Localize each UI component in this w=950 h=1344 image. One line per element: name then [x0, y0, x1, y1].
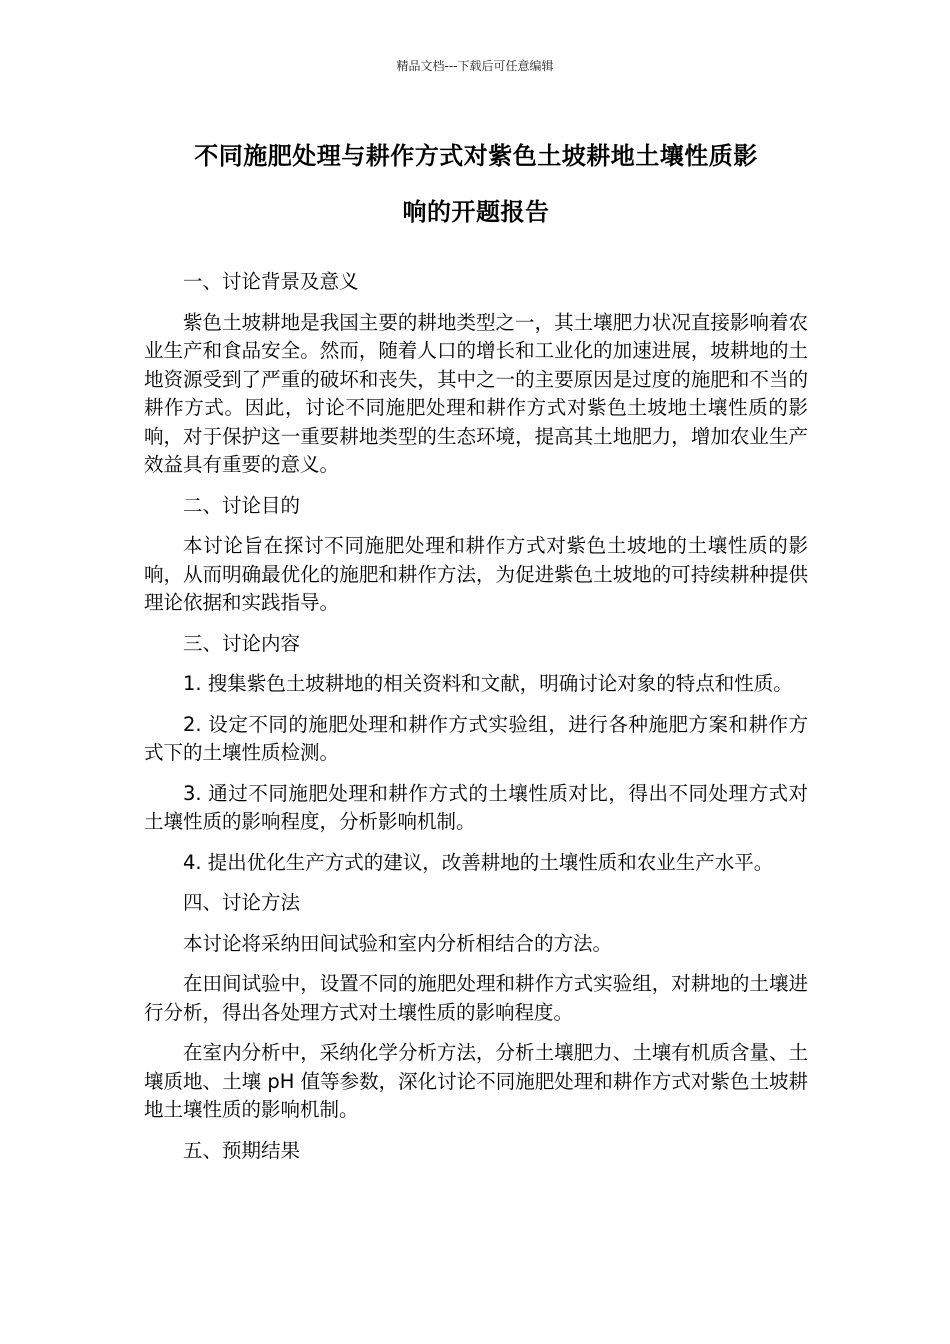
section-heading-content: 三、讨论内容	[183, 631, 301, 655]
paragraph-background: 紫色土坡耕地是我国主要的耕地类型之一，其土壤肥力状况直接影响着农业生产和食品安全。然而，随着人口的增长和工业化的加速进展，坡耕地的土地资源受到了严重的破坏和丧失，其中之一的主要原因是过度的施肥和不当的耕作方式。因此，讨论不同施肥处理和耕作方式对紫色土坡地土壤性质的影响，对于保护这一重要耕地类型的生态环境，提高其土地肥力，增加农业生产效益具有重要的意义。	[144, 310, 808, 476]
document-title	[144, 128, 808, 240]
title-line-2: 响的开题报告	[402, 198, 550, 226]
section-heading-background: 一、讨论背景及意义	[183, 270, 359, 293]
list-item: 4. 提出优化生产方式的建议，改善耕地的土壤性质和农业生产水平。	[183, 850, 774, 874]
list-item: 2. 设定不同的施肥处理和耕作方式实验组，进行各种施肥方案和耕作方式下的土壤性质检测。	[144, 712, 808, 764]
list-item: 3. 通过不同施肥处理和耕作方式的土壤性质对比，得出不同处理方式对土壤性质的影响程度，分析影响机制。	[144, 781, 808, 833]
paragraph-lab-analysis: 在室内分析中，采纳化学分析方法，分析土壤肥力、土壤有机质含量、土壤质地、土壤 pH 值等参数，深化讨论不同施肥处理和耕作方式对紫色土坡耕地土壤性质的影响机制。	[144, 1041, 808, 1121]
section-heading-methods: 四、讨论方法	[183, 891, 301, 914]
paragraph-field-trial: 在田间试验中，设置不同的施肥处理和耕作方式实验组，对耕地的土壤进行分析，得出各处理方式对土壤性质的影响程度。	[144, 972, 808, 1024]
section-heading-purpose: 二、讨论目的	[183, 493, 301, 517]
section-heading-expected-results: 五、预期结果	[183, 1138, 301, 1162]
header-note: 精品文档---下载后可任意编辑	[396, 59, 554, 73]
title-line-1: 不同施肥处理与耕作方式对紫色土坡耕地土壤性质影	[194, 142, 758, 170]
document-body	[144, 268, 808, 1177]
list-item: 1. 搜集紫色土坡耕地的相关资料和文献，明确讨论对象的特点和性质。	[183, 672, 793, 695]
paragraph-purpose: 本讨论旨在探讨不同施肥处理和耕作方式对紫色土坡地的土壤性质的影响，从而明确最优化的施肥和耕作方法，为促进紫色土坡地的可持续耕种提供理论依据和实践指导。	[144, 534, 808, 614]
paragraph-methods-intro: 本讨论将采纳田间试验和室内分析相结合的方法。	[183, 931, 613, 955]
